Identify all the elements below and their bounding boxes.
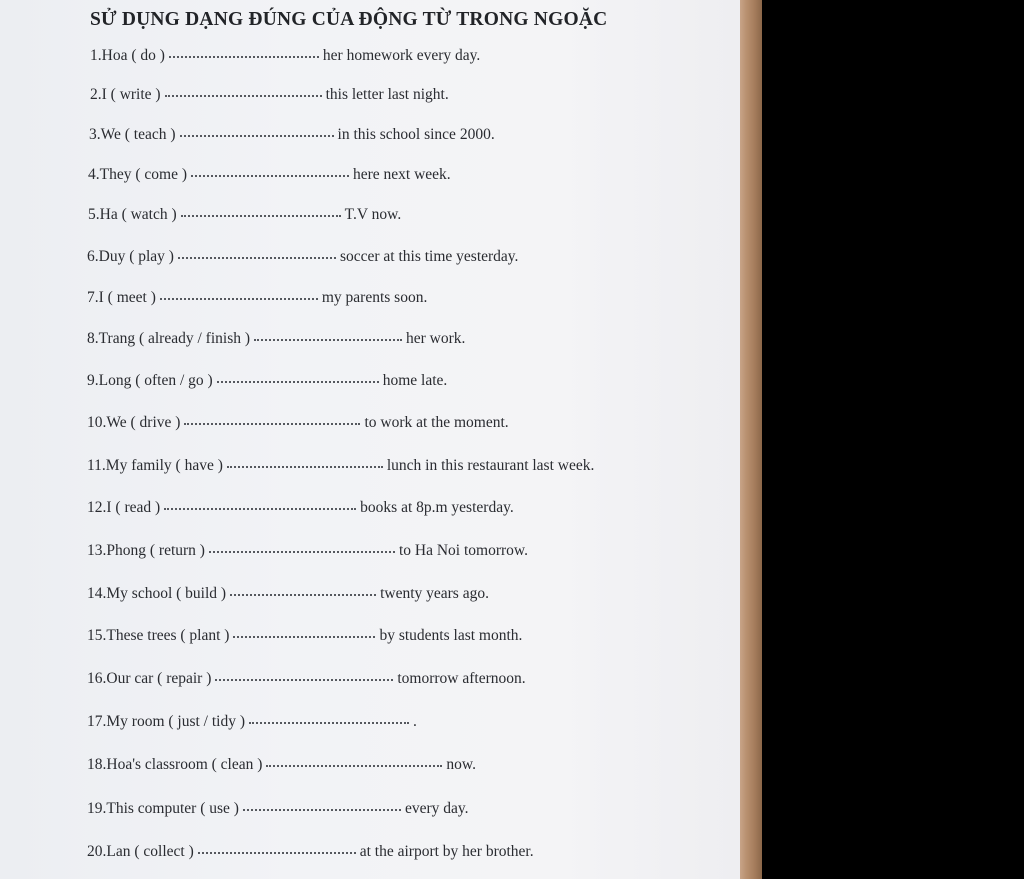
question-16: [87, 670, 526, 688]
question-prompt: 11.My family ( have ): [87, 457, 223, 474]
answer-blank: [181, 215, 341, 217]
question-prompt: 1.Hoa ( do ): [90, 47, 165, 64]
answer-blank: [191, 175, 349, 177]
question-14: [87, 585, 489, 603]
question-rest: in this school since 2000.: [337, 126, 495, 143]
question-prompt: 15.These trees ( plant ): [87, 627, 230, 644]
question-2: [90, 86, 449, 104]
answer-blank: [233, 636, 375, 638]
question-prompt: 18.Hoa's classroom ( clean ): [87, 756, 263, 773]
question-17: [87, 713, 417, 731]
question-prompt: 5.Ha ( watch ): [88, 206, 177, 223]
question-20: [87, 843, 534, 861]
question-prompt: 8.Trang ( already / finish ): [87, 330, 251, 347]
question-prompt: 12.I ( read ): [87, 499, 161, 516]
question-7: [87, 289, 427, 307]
question-prompt: 6.Duy ( play ): [87, 248, 174, 265]
answer-blank: [209, 551, 395, 553]
question-10: [87, 414, 509, 432]
question-rest: every day.: [404, 800, 469, 817]
answer-blank: [230, 594, 376, 596]
question-rest: to work at the moment.: [364, 414, 509, 431]
answer-blank: [169, 56, 319, 58]
question-15: [87, 627, 522, 645]
question-prompt: 9.Long ( often / go ): [87, 372, 213, 389]
question-rest: tomorrow afternoon.: [397, 670, 526, 687]
answer-blank: [180, 135, 334, 137]
answer-blank: [243, 809, 401, 811]
question-rest: lunch in this restaurant last week.: [386, 457, 595, 474]
question-prompt: 10.We ( drive ): [87, 414, 181, 431]
question-rest: her work.: [406, 330, 466, 347]
question-prompt: 16.Our car ( repair ): [87, 670, 212, 687]
question-rest: home late.: [382, 372, 448, 389]
question-19: [87, 800, 469, 818]
question-rest: by students last month.: [379, 627, 523, 644]
question-prompt: 17.My room ( just / tidy ): [87, 713, 246, 730]
question-5: [88, 206, 401, 224]
question-prompt: 20.Lan ( collect ): [87, 843, 194, 860]
answer-blank: [217, 381, 379, 383]
question-3: [89, 126, 495, 144]
question-8: [87, 330, 465, 348]
answer-blank: [266, 765, 442, 767]
question-prompt: 13.Phong ( return ): [87, 542, 205, 559]
table-edge: [740, 0, 762, 879]
question-rest: at the airport by her brother.: [359, 843, 534, 860]
question-prompt: 3.We ( teach ): [89, 126, 176, 143]
question-rest: her homework every day.: [322, 47, 481, 64]
question-prompt: 14.My school ( build ): [87, 585, 227, 602]
question-6: [87, 248, 518, 266]
question-rest: soccer at this time yesterday.: [339, 248, 519, 265]
question-rest: my parents soon.: [321, 289, 428, 306]
question-9: [87, 372, 447, 390]
question-prompt: 19.This computer ( use ): [87, 800, 239, 817]
question-11: [87, 457, 594, 475]
answer-blank: [227, 466, 383, 468]
worksheet-title: SỬ DỤNG DẠNG ĐÚNG CỦA ĐỘNG TỪ TRONG NGOẶC: [90, 9, 608, 30]
answer-blank: [184, 423, 360, 425]
question-rest: this letter last night.: [325, 86, 449, 103]
question-prompt: 2.I ( write ): [90, 86, 161, 103]
question-rest: T.V now.: [344, 206, 402, 223]
question-rest: books at 8p.m yesterday.: [360, 499, 514, 516]
question-4: [88, 166, 451, 184]
question-1: [90, 47, 480, 65]
answer-blank: [215, 679, 393, 681]
answer-blank: [165, 95, 322, 97]
question-13: [87, 542, 528, 560]
question-18: [87, 756, 476, 774]
answer-blank: [164, 508, 356, 510]
question-rest: now.: [446, 756, 476, 773]
question-rest: here next week.: [353, 166, 451, 183]
answer-blank: [254, 339, 402, 341]
answer-blank: [198, 852, 356, 854]
question-prompt: 4.They ( come ): [88, 166, 187, 183]
answer-blank: [249, 722, 409, 724]
answer-blank: [160, 298, 318, 300]
question-rest: .: [413, 713, 417, 730]
question-rest: twenty years ago.: [380, 585, 489, 602]
question-prompt: 7.I ( meet ): [87, 289, 156, 306]
question-12: [87, 499, 514, 517]
question-rest: to Ha Noi tomorrow.: [398, 542, 528, 559]
answer-blank: [178, 257, 336, 259]
